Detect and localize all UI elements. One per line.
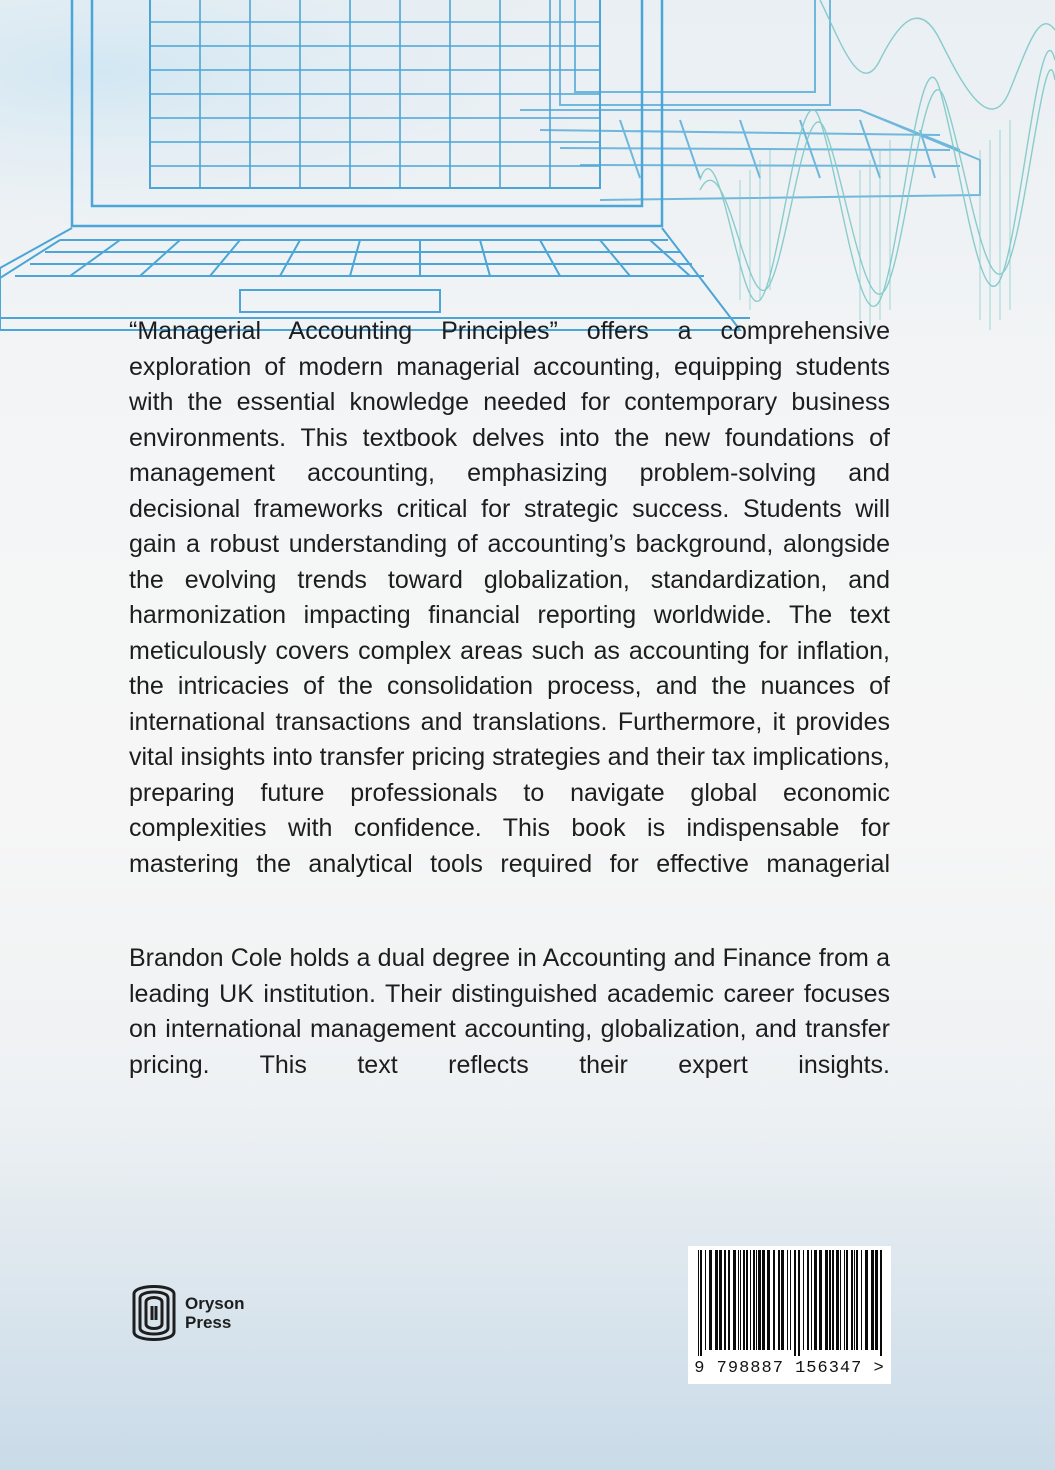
- barcode-bar: [753, 1250, 755, 1350]
- barcode-bar: [740, 1250, 741, 1350]
- barcode-bar: [719, 1250, 722, 1350]
- barcode-bar: [738, 1250, 739, 1350]
- barcode-bar: [880, 1250, 882, 1356]
- barcode-bar: [758, 1250, 761, 1350]
- barcode-bar: [832, 1250, 834, 1350]
- barcode-bar: [844, 1250, 845, 1350]
- barcode-bar: [829, 1250, 831, 1350]
- barcode-bar: [856, 1250, 858, 1350]
- barcode-bar: [865, 1250, 868, 1350]
- publisher-name-line2: Press: [185, 1313, 232, 1332]
- barcode-bar: [861, 1250, 862, 1350]
- barcode-bar: [715, 1250, 718, 1350]
- barcode-bar: [807, 1250, 809, 1350]
- barcode-bar: [803, 1250, 804, 1350]
- laptop-line-art: [0, 0, 1055, 360]
- barcode-bar: [705, 1250, 706, 1350]
- barcode-bar: [836, 1250, 839, 1350]
- publisher-name-line1: Oryson: [185, 1294, 245, 1313]
- author-bio: Brandon Cole holds a dual degree in Accounting and Finance from a leading UK institution. Their distinguished academic career focuses on international management accounting, globalization, and transfer pricing. This text reflects their expert insights.: [129, 944, 890, 1079]
- barcode-bar: [698, 1250, 699, 1356]
- barcode-bar: [819, 1250, 822, 1350]
- barcode-bar: [871, 1250, 874, 1350]
- book-blurb: “Managerial Accounting Principles” offers a comprehensive exploration of modern managerial accounting, equipping students with the essential knowledge needed for contemporary business environments. This textbook delves into the new foundations of management accounting, emphasizing problem-solving and decisional frameworks critical for strategic success. Students will gain a robust understanding of accounting’s background, alongside the evolving trends toward globalization, standardization, and harmonization impacting financial reporting worldwide. The text meticulously covers complex areas such as accounting for inflation, the intricacies of the consolidation process, and the nuances of international transactions and translations. Furthermore, it provides vital insights into transfer pricing strategies and their tax implications, preparing future professionals to navigate global economic complexities with confidence. This book is indispensable for mastering the analytical tools required for effective managerial: [129, 317, 890, 878]
- barcode-bar: [814, 1250, 817, 1350]
- barcode-bar: [794, 1250, 796, 1356]
- barcode-digits: 9 798887 156347 >: [694, 1359, 885, 1378]
- barcode-bar: [728, 1250, 730, 1350]
- barcode-bar: [798, 1250, 800, 1356]
- barcode-bar: [743, 1250, 745, 1350]
- barcode-bar: [787, 1250, 788, 1350]
- barcode-bar: [778, 1250, 780, 1350]
- barcode-bar: [700, 1250, 702, 1356]
- ring-logo-icon: [126, 1280, 182, 1346]
- barcode-bar: [762, 1250, 765, 1350]
- barcode-bar: [825, 1250, 828, 1350]
- barcode-bar: [854, 1250, 855, 1350]
- barcode-bar: [811, 1250, 812, 1350]
- glow-background: [0, 0, 1055, 360]
- barcode-bar: [840, 1250, 841, 1350]
- barcode-bar: [724, 1250, 726, 1350]
- barcode-bar: [746, 1250, 748, 1350]
- publisher-logo: [126, 1280, 266, 1350]
- barcode-bar: [790, 1250, 791, 1350]
- barcode-bar: [773, 1250, 775, 1350]
- barcode-bar: [875, 1250, 878, 1350]
- barcode-bar: [733, 1250, 736, 1350]
- barcode-bars: [688, 1246, 891, 1358]
- isbn-barcode: [688, 1246, 891, 1384]
- barcode-bar: [756, 1250, 757, 1350]
- barcode-bar: [781, 1250, 784, 1350]
- barcode-bar: [767, 1250, 770, 1350]
- barcode-bar: [750, 1250, 751, 1350]
- barcode-bar: [851, 1250, 853, 1350]
- barcode-bar: [846, 1250, 848, 1350]
- barcode-bar: [709, 1250, 712, 1350]
